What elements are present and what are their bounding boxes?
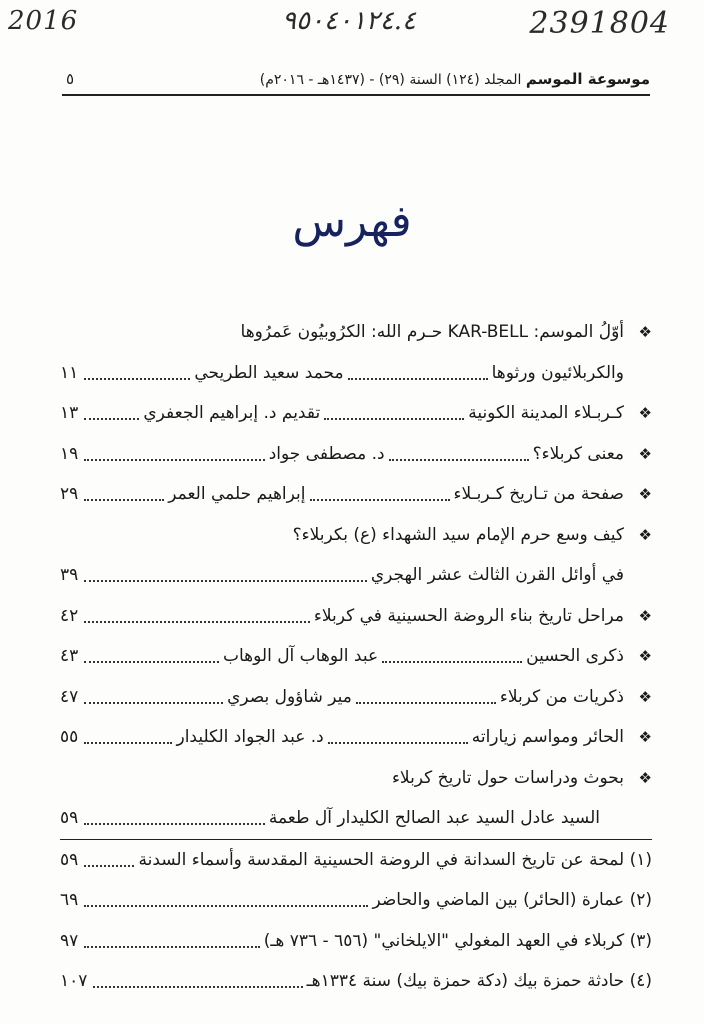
diamond-bullet-icon: ❖ bbox=[638, 485, 652, 504]
toc-page: ١١ bbox=[60, 362, 79, 383]
toc-page: ٩٧ bbox=[60, 930, 79, 951]
diamond-bullet-icon: ❖ bbox=[638, 687, 652, 706]
toc-page: ٥٥ bbox=[60, 727, 79, 748]
toc-page: ٤٢ bbox=[60, 605, 79, 626]
diamond-bullet-icon: ❖ bbox=[638, 647, 652, 666]
toc-title: في أوائل القرن الثالث عشر الهجري bbox=[370, 565, 624, 586]
leader-dots bbox=[84, 946, 259, 948]
toc-title: ذكرى الحسين bbox=[526, 646, 624, 667]
toc-entry bbox=[60, 961, 652, 1002]
leader-dots bbox=[84, 459, 264, 461]
toc-title: بحوث ودراسات حول تاريخ كربلاء bbox=[391, 767, 624, 788]
toc-page: ١٩ bbox=[60, 443, 79, 464]
toc-entry bbox=[60, 596, 652, 637]
toc-entry bbox=[60, 312, 652, 353]
toc-page: ٤٧ bbox=[60, 686, 79, 707]
diamond-bullet-icon: ❖ bbox=[638, 323, 652, 342]
leader-dots bbox=[84, 702, 223, 704]
toc-page: ٦٩ bbox=[60, 890, 79, 911]
toc-author: د. عبد الجواد الكليدار bbox=[176, 727, 324, 748]
diamond-bullet-icon: ❖ bbox=[638, 525, 652, 544]
diamond-bullet-icon: ❖ bbox=[638, 404, 652, 423]
toc-title: السيد عادل السيد عبد الصالح الكليدار آل طعمة bbox=[268, 808, 600, 829]
toc-author: عبد الوهاب آل الوهاب bbox=[222, 646, 379, 667]
toc-author: مير شاؤول بصري bbox=[227, 686, 352, 707]
leader-dots bbox=[84, 378, 190, 380]
diamond-bullet-icon: ❖ bbox=[638, 728, 652, 747]
toc-entry bbox=[60, 840, 652, 881]
toc-entry bbox=[60, 717, 652, 758]
diamond-bullet-icon: ❖ bbox=[638, 768, 652, 787]
page-number: ٥ bbox=[66, 70, 75, 88]
running-header bbox=[62, 70, 650, 94]
leader-dots bbox=[389, 459, 529, 461]
leader-dots bbox=[328, 742, 468, 744]
leader-dots bbox=[84, 418, 139, 420]
leader-dots bbox=[84, 499, 164, 501]
toc-title: (٣) كربلاء في العهد المغولي "الايلخاني" (٦٥٦ - ٧٣٦ هـ) bbox=[263, 930, 652, 951]
toc-entry bbox=[60, 880, 652, 921]
toc-entry bbox=[60, 758, 652, 799]
toc-entry bbox=[60, 555, 652, 596]
toc-entry bbox=[60, 393, 652, 434]
toc-title: كيف وسع حرم الإمام سيد الشهداء (ع) بكربلاء؟ bbox=[292, 524, 624, 545]
toc-page: ٥٩ bbox=[60, 808, 79, 829]
page-title: فهرس bbox=[292, 196, 412, 247]
toc-entry bbox=[60, 353, 652, 394]
volume-info: المجلد (١٢٤) السنة (٢٩) - (١٤٣٧هـ - ٢٠١٦م) bbox=[259, 72, 522, 88]
handwritten-year: 2016 bbox=[8, 6, 79, 36]
leader-dots bbox=[348, 378, 488, 380]
leader-dots bbox=[84, 823, 265, 825]
toc-page: ٣٩ bbox=[60, 565, 79, 586]
toc-title: أوّلُ الموسم: KAR-BELL حـرم الله: الكرُوبيُون عَمرُوها bbox=[240, 322, 624, 343]
toc-title: والكربلائيون ورثوها bbox=[491, 362, 624, 383]
toc-title: مراحل تاريخ بناء الروضة الحسينية في كربلاء bbox=[313, 605, 624, 626]
toc-author: إبراهيم حلمي العمر bbox=[168, 484, 306, 505]
leader-dots bbox=[356, 702, 496, 704]
table-of-contents bbox=[60, 312, 652, 1002]
diamond-bullet-icon: ❖ bbox=[638, 606, 652, 625]
toc-page: ٢٩ bbox=[60, 484, 79, 505]
toc-page: ٤٣ bbox=[60, 646, 79, 667]
toc-title: (٤) حادثة حمزة بيك (دكة حمزة بيك) سنة ١٣٣٤هـ bbox=[306, 971, 652, 992]
toc-title: (٢) عمارة (الحائر) بين الماضي والحاضر bbox=[372, 890, 652, 911]
leader-dots bbox=[84, 865, 134, 867]
toc-author: د. مصطفى جواد bbox=[268, 443, 385, 464]
toc-entry bbox=[60, 677, 652, 718]
toc-title: (١) لمحة عن تاريخ السدانة في الروضة الحسينية المقدسة وأسماء السدنة bbox=[138, 849, 652, 870]
journal-line bbox=[260, 70, 650, 88]
toc-entry bbox=[60, 798, 652, 840]
toc-entry bbox=[60, 636, 652, 677]
journal-name: موسوعة الموسم bbox=[525, 70, 650, 88]
toc-title: ذكريات من كربلاء bbox=[499, 686, 624, 707]
leader-dots bbox=[84, 905, 368, 907]
toc-entry bbox=[60, 434, 652, 475]
toc-entry bbox=[60, 515, 652, 556]
diamond-bullet-icon: ❖ bbox=[638, 444, 652, 463]
handwritten-accession: 2391804 bbox=[529, 6, 670, 41]
leader-dots bbox=[382, 661, 522, 663]
toc-title: صفحة من تـاريخ كـربـلاء bbox=[453, 484, 624, 505]
toc-page: ١٣ bbox=[60, 403, 79, 424]
leader-dots bbox=[310, 499, 450, 501]
toc-title: الحائر ومواسم زياراته bbox=[471, 727, 624, 748]
handwritten-classmark: ٩٥٠٤٠١٢٤.٤ bbox=[282, 6, 416, 36]
leader-dots bbox=[84, 661, 219, 663]
header-rule bbox=[62, 94, 650, 96]
leader-dots bbox=[93, 986, 302, 988]
toc-entry bbox=[60, 921, 652, 962]
toc-author: محمد سعيد الطريحي bbox=[194, 362, 344, 383]
toc-page: ٥٩ bbox=[60, 849, 79, 870]
toc-title: معنى كربلاء؟ bbox=[532, 443, 624, 464]
leader-dots bbox=[84, 580, 367, 582]
toc-page: ١٠٧ bbox=[60, 971, 88, 992]
toc-title: كـربـلاء المدينة الكونية bbox=[468, 403, 624, 424]
leader-dots bbox=[324, 418, 464, 420]
leader-dots bbox=[84, 621, 310, 623]
toc-author: تقديم د. إبراهيم الجعفري bbox=[143, 403, 321, 424]
leader-dots bbox=[84, 742, 172, 744]
toc-entry bbox=[60, 474, 652, 515]
